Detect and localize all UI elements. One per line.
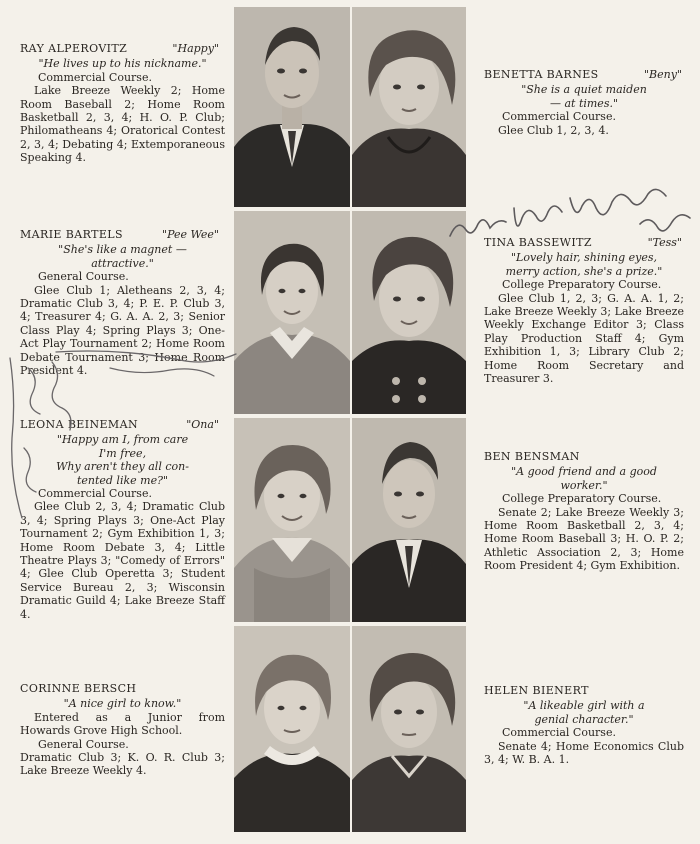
student-nickname: "Beny" <box>643 68 682 81</box>
student-activities: Lake Breeze Weekly 2; Home Room Baseball 2; Home Room Basketball 2, 3, 4; H. O. P. Club; Philomatheans 4; Oratorical Contest 2, 3, 4; Debating 4; Extemporaneous Speaking 4. <box>20 84 225 165</box>
student-nickname: "Pee Wee" <box>162 228 219 241</box>
portrait-photo <box>234 7 350 207</box>
student-nickname: "Tess" <box>647 236 682 249</box>
student-name: LEONA BEINEMAN <box>20 418 138 431</box>
student-activities: Glee Club 1, 2, 3, 4. <box>498 123 609 137</box>
handwritten-autograph <box>444 178 700 248</box>
student-name: BENETTA BARNES <box>484 68 599 81</box>
student-name: BEN BENSMAN <box>484 450 580 463</box>
portrait-photo <box>234 211 350 414</box>
handwritten-autograph <box>0 338 240 538</box>
portrait-photo <box>234 418 350 622</box>
portrait-photo <box>234 626 350 832</box>
student-quote: "A likeable girl with a genial character." <box>523 699 645 726</box>
student-quote: "A good friend and a good worker." <box>511 465 657 492</box>
student-course: College Preparatory Course. <box>502 492 662 506</box>
student-quote: "He lives up to his nickname." <box>38 57 207 71</box>
student-quote: "She's like a magnet — attractive." <box>58 243 187 270</box>
student-course: Commercial Course. <box>502 110 616 124</box>
student-course: Commercial Course. <box>38 487 152 501</box>
student-course: Entered as a Junior from Howards Grove High School. <box>20 710 225 738</box>
student-name: TINA BASSEWITZ <box>484 236 592 249</box>
student-name: HELEN BIENERT <box>484 684 589 697</box>
student-course: Commercial Course. <box>38 70 152 84</box>
student-nickname: "Happy" <box>172 42 219 55</box>
student-activities: Glee Club 2, 3, 4; Dramatic Club 3, 4; Spring Plays 3; One-Act Play Tournament 2; Gym Exhibition 1, 3; Home Room Debate 3, 4; Little Theatre Plays 3; "Comedy of Errors" 4; Glee Club Operetta 3; Student Service Bureau 2, 3; Wisconsin Dramatic Guild 4; Lake Breeze Staff 4. <box>20 500 225 621</box>
student-activities: Senate 2; Lake Breeze Weekly 3; Home Room Basketball 2, 3, 4; Home Room Baseball 3; H. O. P. 2; Athletic Association 2, 3; Home Room President 4; Gym Exhibition. <box>484 505 684 573</box>
student-nickname: "Ona" <box>186 418 219 431</box>
student-activities: Glee Club 1; Aletheans 2, 3, 4; Dramatic Club 3, 4; P. E. P. Club 3, 4; Treasurer 4; G. A. A. 2, 3; Senior Class Play 4; Spring Plays 3; One-Act Play Tournament 2; Home Room Debate Tournament 3; Home Room President 4. <box>20 283 225 378</box>
student-entry <box>484 68 684 137</box>
student-entry <box>484 684 684 766</box>
student-quote: "A nice girl to know." <box>63 697 182 711</box>
student-quote: "Lovely hair, shining eyes, merry action, she's a prize." <box>505 251 663 278</box>
student-entry <box>20 682 225 778</box>
student-activities: Dramatic Club 3; K. O. R. Club 3; Lake Breeze Weekly 4. <box>20 751 225 778</box>
portrait-photo <box>352 7 466 207</box>
student-entry <box>484 236 684 385</box>
student-name: CORINNE BERSCH <box>20 682 137 695</box>
student-activities: Senate 4; Home Economics Club 3, 4; W. B. A. 1. <box>484 739 684 767</box>
portrait-photo <box>352 418 466 622</box>
portrait-photo <box>352 626 466 832</box>
student-activities: Glee Club 1, 2, 3; G. A. A. 1, 2; Lake Breeze Weekly 3; Lake Breeze Weekly Exchange Editor 3; Class Play Production Staff 4; Gym Exhibition 1, 3; Library Club 2; Home Room Secretary and Treasurer 3. <box>484 291 684 386</box>
student-quote: "She is a quiet maiden — at times." <box>521 83 647 110</box>
student-course: College Preparatory Course. <box>502 278 662 292</box>
student-course: Commercial Course. <box>502 726 616 740</box>
student-course-secondary: General Course. <box>38 737 129 751</box>
student-quote: "Happy am I, from care I'm free, Why aren't they all con- tented like me?" <box>56 433 189 487</box>
student-entry <box>20 42 225 165</box>
student-course: General Course. <box>38 270 129 284</box>
student-name: RAY ALPEROVITZ <box>20 42 128 55</box>
student-name: MARIE BARTELS <box>20 228 123 241</box>
student-entry <box>484 450 684 573</box>
